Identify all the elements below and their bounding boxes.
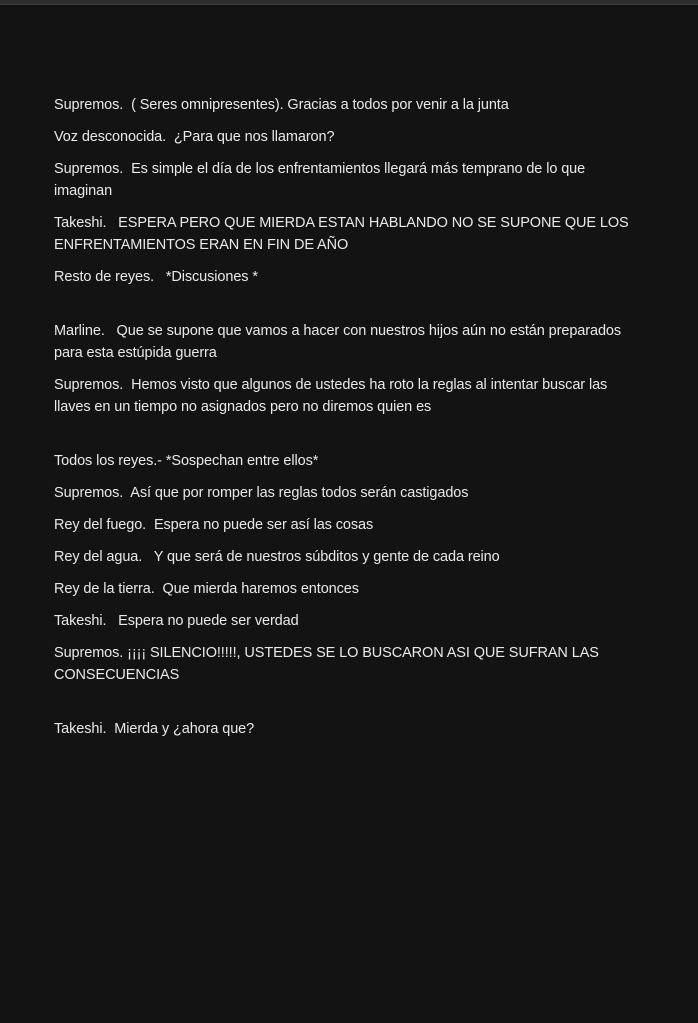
dialogue-line: Takeshi. Mierda y ¿ahora que?	[54, 721, 255, 737]
dialogue-line: Supremos. Así que por romper las reglas todos serán castigados	[54, 485, 469, 501]
dialogue-line: Rey de la tierra. Que mierda haremos entonces	[54, 581, 359, 597]
dialogue-line: Supremos. Hemos visto que algunos de ustedes ha roto la reglas al intentar buscar las llaves en un tiempo no asignados pero no diremos quien es	[54, 377, 612, 415]
dialogue-line: Rey del fuego. Espera no puede ser así las cosas	[54, 517, 374, 533]
dialogue-line: Supremos. ( Seres omnipresentes). Gracias a todos por venir a la junta	[54, 97, 509, 113]
document-body	[54, 94, 633, 740]
dialogue-line: Takeshi. ESPERA PERO QUE MIERDA ESTAN HABLANDO NO SE SUPONE QUE LOS ENFRENTAMIENTOS ERAN EN FIN DE AÑO	[54, 215, 633, 253]
dialogue-line: Marline. Que se supone que vamos a hacer con nuestros hijos aún no están preparados para esta estúpida guerra	[54, 323, 625, 361]
dialogue-line: Supremos. Es simple el día de los enfrentamientos llegará más temprano de lo que imaginan	[54, 161, 590, 199]
top-border	[0, 0, 698, 5]
dialogue-line: Voz desconocida. ¿Para que nos llamaron?	[54, 129, 335, 145]
dialogue-line: Rey del agua. Y que será de nuestros súbditos y gente de cada reino	[54, 549, 500, 565]
dialogue-line: Takeshi. Espera no puede ser verdad	[54, 613, 299, 629]
dialogue-line: Resto de reyes. *Discusiones *	[54, 269, 258, 285]
dialogue-line: Supremos. ¡¡¡¡ SILENCIO!!!!!, USTEDES SE LO BUSCARON ASI QUE SUFRAN LAS CONSECUENCIAS	[54, 645, 603, 683]
dialogue-line: Todos los reyes.- *Sospechan entre ellos*	[54, 453, 319, 469]
